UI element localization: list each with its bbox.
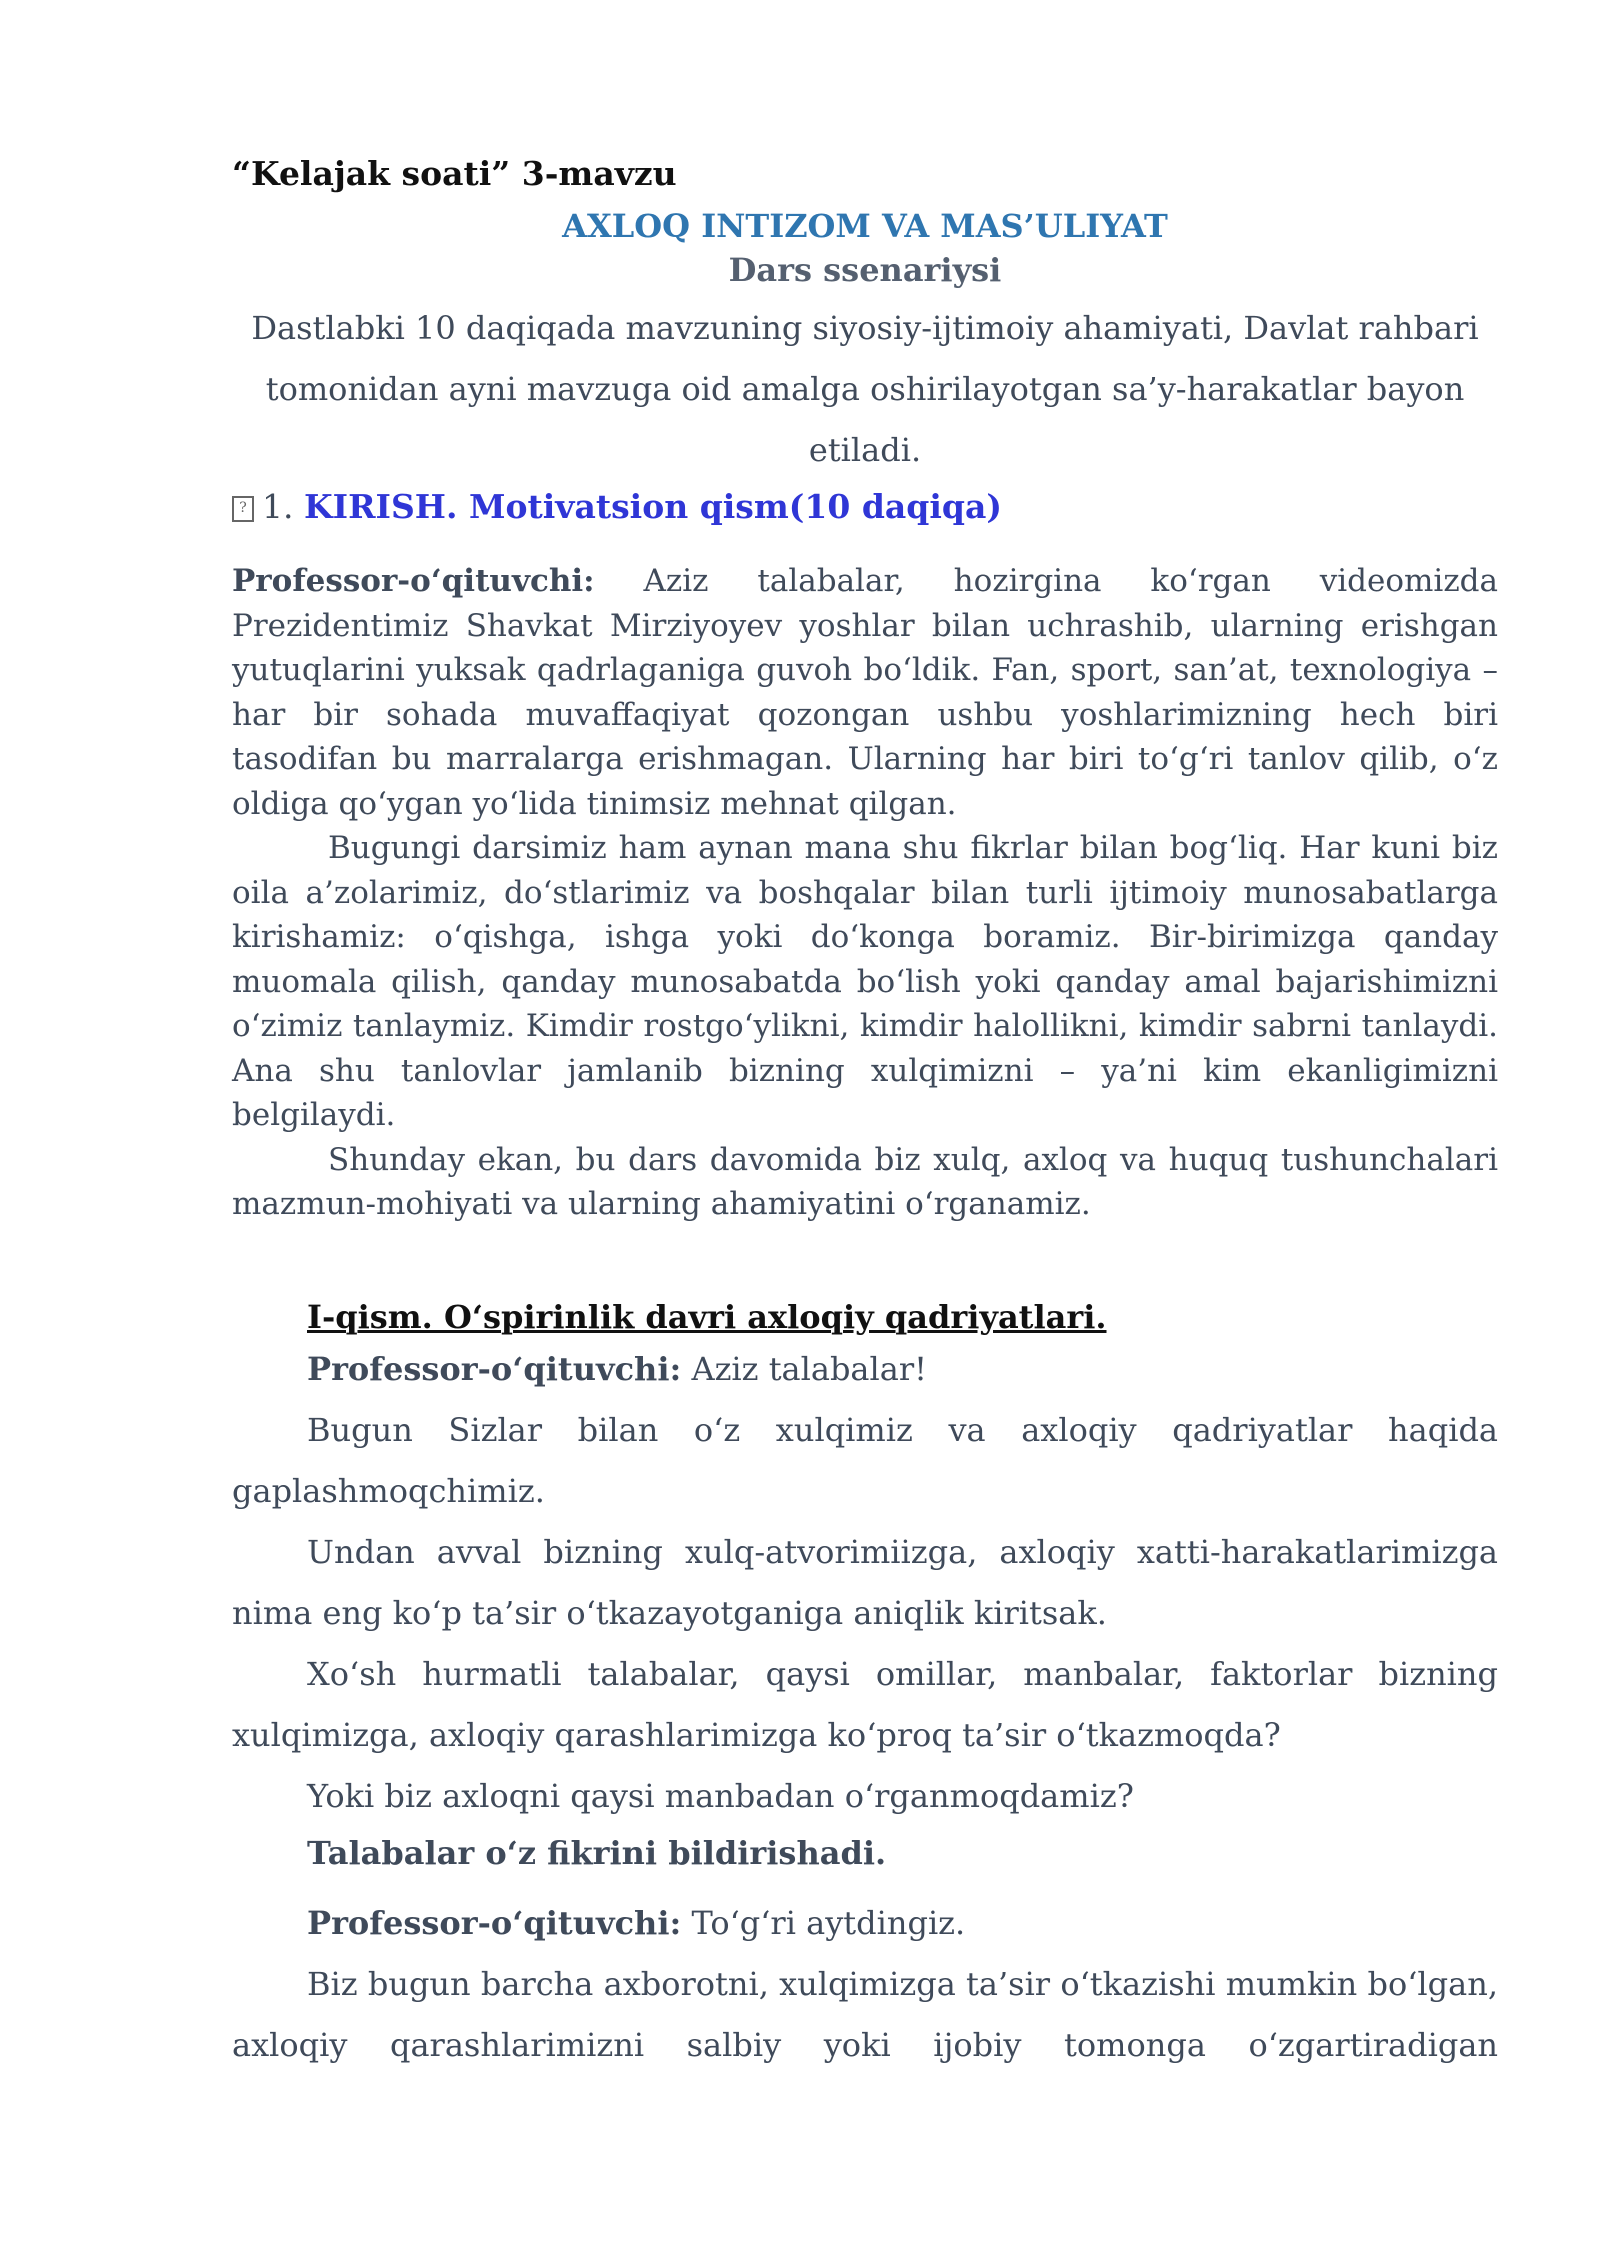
students-note-text: Talabalar oʻz fikrini bildirishadi. — [307, 1833, 887, 1872]
paragraph-2: Bugungi darsimiz ham aynan mana shu fikrlar bilan bogʻliq. Har kuni biz oila a’zolarimiz, doʻstlarimiz va boshqalar bilan turli ijtimoiy munosabatlarga kirishamiz: oʻqishga, ishga yoki doʻkonga boramiz. Bir-birimizga qanday muomala qilish, qanday munosabatda boʻlish yoki qanday amal bajarishimizni oʻzimiz tanlaymiz. Kimdir rostgoʻylikni, kimdir halollikni, kimdir sabrni tanlaydi. Ana shu tanlovlar jamlanib bizning xulqimizni – ya’ni kim ekanligimizni belgilaydi. — [232, 830, 1498, 1133]
document-content — [232, 152, 1498, 2076]
section-number: 1. — [262, 487, 294, 526]
section-title: KIRISH. Motivatsion qism(10 daqiqa) — [304, 487, 1002, 526]
paragraph-1-text: Aziz talabalar, hozirgina koʻrgan videomizda Prezidentimiz Shavkat Mirziyoyev yoshlar bilan uchrashib, ularning erishgan yutuqlarini yuksak qadrlaganiga guvoh boʻldik. Fan, sport, san’at, texnologiya – har bir sohada muvaffaqiyat qozongan ushbu yoshlarimizning hech biri tasodifan bu marralarga erishmagan. Ularning har biri toʻgʻri tanlov qilib, oʻz oldiga qoʻygan yoʻlida tinimsiz mehnat qilgan. — [232, 563, 1499, 822]
speaker-label: Professor-oʻqituvchi: — [232, 563, 595, 599]
speaker-label-2: Professor-oʻqituvchi: — [307, 1349, 682, 1388]
dialog-speaker-2 — [232, 1893, 1498, 1954]
dialog-line-4: Yoki biz axloqni qaysi manbadan oʻrganmoqdamiz? — [307, 1776, 1134, 1815]
students-note — [232, 1827, 1498, 1879]
paragraph-3: Shunday ekan, bu dars davomida biz xulq, axloq va huquq tushunchalari mazmun-mohiyati va ularning ahamiyatini oʻrganamiz. — [232, 1141, 1498, 1222]
lesson-subtitle: Dars ssenariysi — [728, 251, 1002, 289]
dialog-line-3: Xoʻsh hurmatli talabalar, qaysi omillar, manbalar, faktorlar bizning xulqimizga, axloqiy qarashlarimizga koʻproq ta’sir oʻtkazmoqda? — [232, 1654, 1498, 1754]
dialog-speaker-1 — [232, 1339, 1498, 1400]
lesson-kicker: “Kelajak soati” 3-mavzu — [232, 154, 677, 193]
lesson-title: AXLOQ INTIZOM VA MAS’ULIYAT — [562, 207, 1168, 245]
part-1-title: I-qism. Oʻspirinlik davri axloqiy qadriyatlari. — [307, 1297, 1107, 1336]
paragraph-1 — [232, 559, 1498, 826]
greeting-text: Aziz talabalar! — [691, 1349, 927, 1388]
dialog-line-1: Bugun Sizlar bilan oʻz xulqimiz va axloqiy qadriyatlar haqida gaplashmoqchimiz. — [232, 1410, 1498, 1510]
dialog-line-2: Undan avval bizning xulq-atvorimiizga, axloqiy xatti-harakatlarimizga nima eng koʻp ta’sir oʻtkazayotganiga aniqlik kiritsak. — [232, 1532, 1498, 1632]
speaker-label-3: Professor-oʻqituvchi: — [307, 1903, 682, 1942]
intro-paragraph: Dastlabki 10 daqiqada mavzuning siyosiy-ijtimoiy ahamiyati, Davlat rahbari tomonidan ayni mavzuga oid amalga oshirilayotgan sa’y-harakatlar bayon etiladi. — [251, 309, 1479, 469]
missing-glyph-icon: ? — [232, 496, 254, 522]
section-heading-kirish — [232, 485, 1498, 529]
dialog-line-5: Biz bugun barcha axborotni, xulqimizga ta’sir oʻtkazishi mumkin boʻlgan, axloqiy qarashlarimizni salbiy yoki ijobiy tomonga oʻzgartiradigan — [232, 1964, 1498, 2064]
reply-text: Toʻgʻri aytdingiz. — [691, 1903, 966, 1942]
